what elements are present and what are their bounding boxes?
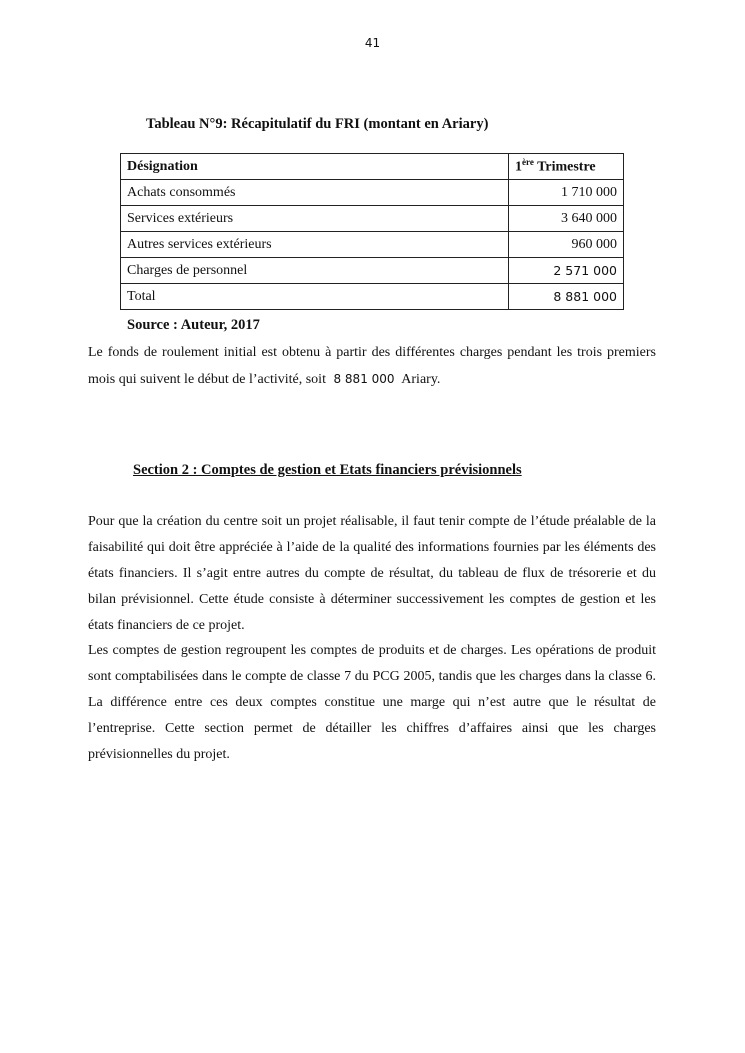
row-label: Services extérieurs xyxy=(121,206,509,232)
section-title: Section 2 : Comptes de gestion et Etats financiers prévisionnels xyxy=(133,462,522,478)
table-header-row xyxy=(121,154,624,180)
header-period-num: 1 xyxy=(515,159,522,175)
page-number: 41 xyxy=(364,36,381,50)
paragraph-feasibility: Pour que la création du centre soit un projet réalisable, il faut tenir compte de l’étude préalable de la faisabilité qui doit être appréciée à l’aide de la qualité des informations fournies par les éléments des états financiers. Il s’agit entre autres du compte de résultat, du tableau de flux de trésorerie et du bilan prévisionnel. Cette étude consiste à déterminer successivement les comptes de gestion et les états financiers de ce projet. xyxy=(88,514,656,633)
paragraph1-amount: 8 881 000 xyxy=(333,372,395,386)
header-period-sup: ère xyxy=(522,157,534,168)
table-source: Source : Auteur, 2017 xyxy=(127,317,260,333)
table-row xyxy=(121,206,624,232)
row-label: Charges de personnel xyxy=(121,258,509,284)
paragraph1-text: Le fonds de roulement initial est obtenu à partir des différentes charges pendant les trois premiers mois qui suivent le début de l’activité, soit xyxy=(88,345,656,387)
row-label: Autres services extérieurs xyxy=(121,232,509,258)
row-value: 3 640 000 xyxy=(509,206,624,232)
header-designation: Désignation xyxy=(121,154,509,180)
header-period-word: Trimestre xyxy=(533,159,596,175)
paragraph-working-capital xyxy=(88,340,656,393)
row-value: 960 000 xyxy=(509,232,624,258)
paragraph-management-accounts: Les comptes de gestion regroupent les comptes de produits et de charges. Les opérations de produit sont comptabilisées dans le compte de classe 7 du PCG 2005, tandis que les charges dans la classe 6. La différence entre ces deux comptes constitue une marge qui n’est autre que le résultat de l’entreprise. Cette section permet de détailler les chiffres d’affaires ainsi que les charges prévisionnelles du projet. xyxy=(88,643,656,762)
row-label: Total xyxy=(121,284,509,310)
row-value: 1 710 000 xyxy=(509,180,624,206)
table-row xyxy=(121,180,624,206)
table-row xyxy=(121,232,624,258)
header-period xyxy=(509,154,624,180)
table-row-total xyxy=(121,284,624,310)
paragraph1-unit: Ariary. xyxy=(401,372,441,387)
table-caption: Tableau N°9: Récapitulatif du FRI (montant en Ariary) xyxy=(146,116,489,132)
row-value: 2 571 000 xyxy=(509,258,624,284)
fri-summary-table xyxy=(120,153,624,310)
table-row xyxy=(121,258,624,284)
row-value: 8 881 000 xyxy=(509,284,624,310)
row-label: Achats consommés xyxy=(121,180,509,206)
